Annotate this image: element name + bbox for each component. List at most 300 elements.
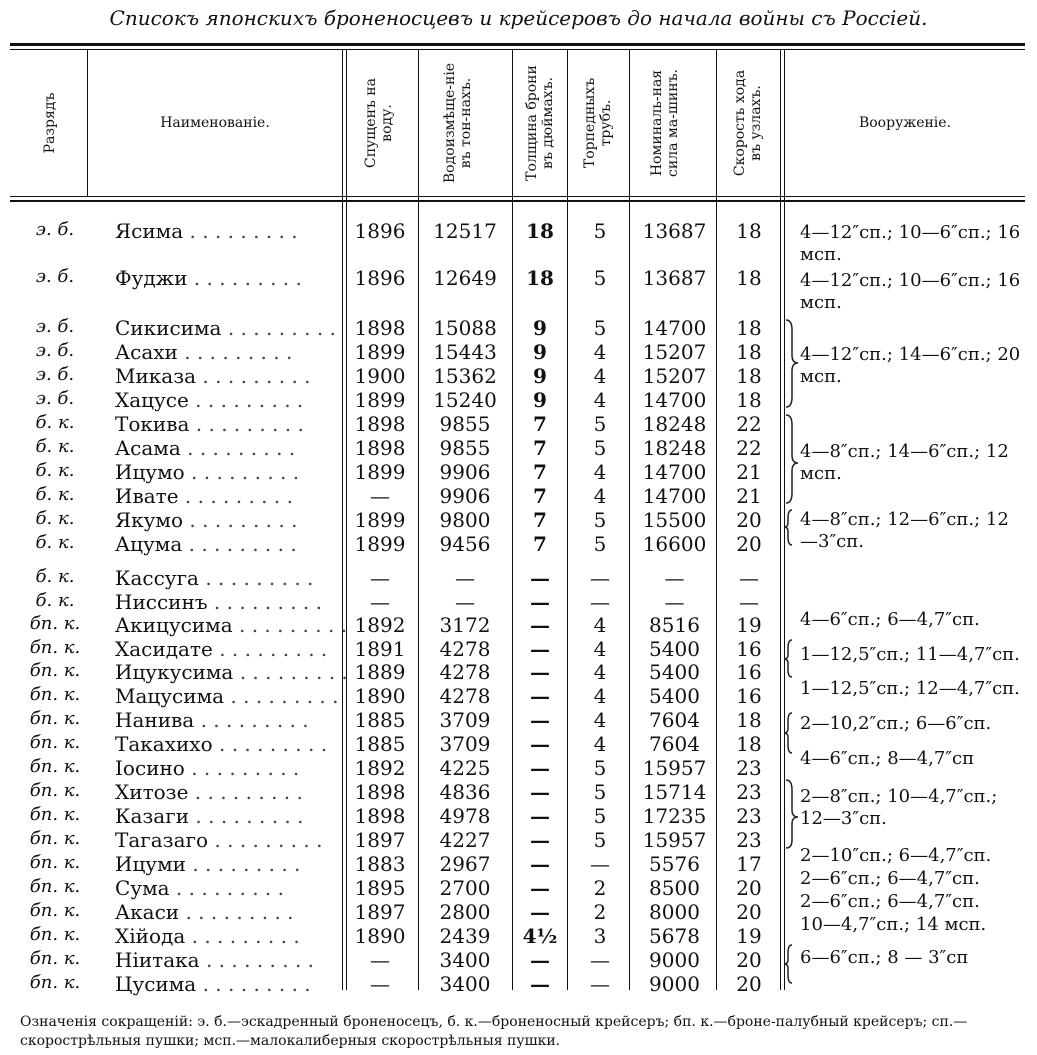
power-cell: — (664, 566, 685, 590)
power-cell: 9000 (649, 948, 700, 972)
name-cell: Хацусе . . . . . . . . . (115, 388, 304, 412)
displacement-cell: 3400 (439, 972, 491, 996)
armor-cell: — (530, 660, 550, 684)
speed-cell: 20 (736, 972, 762, 996)
displacement-cell: 4225 (439, 756, 491, 780)
armor-cell: — (530, 876, 550, 900)
armor-cell: 18 (526, 219, 554, 243)
name-cell: Токива . . . . . . . . . (115, 412, 304, 436)
class-cell: бп. к. (29, 900, 81, 921)
column-divider (418, 50, 419, 990)
leader-dots: . . . . . . . . . (185, 852, 301, 876)
power-cell: 13687 (642, 266, 707, 290)
displacement-cell: 3709 (439, 732, 491, 756)
group-braces (782, 315, 802, 995)
class-cell: бп. к. (29, 637, 81, 658)
speed-cell: 23 (736, 756, 762, 780)
tubes-cell: 4 (593, 460, 607, 484)
speed-cell: 18 (736, 732, 762, 756)
armor-cell: — (530, 732, 550, 756)
leader-dots: . . . . . . . . . (196, 972, 311, 996)
speed-cell: 21 (736, 484, 762, 508)
name-cell: Ацума . . . . . . . . . (115, 532, 297, 556)
displacement-cell: 9800 (439, 508, 491, 532)
launch-cell: 1890 (354, 924, 406, 948)
name-cell: Акаси . . . . . . . . . (115, 900, 294, 924)
armament-text: 2—8″сп.; 10—4,7″сп.; 12—3″сп. (800, 786, 998, 829)
displacement-cell: 12649 (433, 266, 497, 290)
power-cell: 14700 (642, 484, 707, 508)
tubes-cell: 4 (593, 340, 607, 364)
leader-dots: . . . . . . . . . (232, 613, 348, 637)
class-cell: бп. к. (29, 756, 81, 777)
armament-text: 4—6″сп.; 6—4,7″сп. (800, 609, 980, 630)
launch-cell: 1895 (354, 876, 406, 900)
tubes-cell: 5 (593, 804, 607, 828)
name-cell: Нанива . . . . . . . . . (115, 708, 309, 732)
launch-cell: 1896 (354, 219, 406, 243)
name-cell: Асахи . . . . . . . . . (115, 340, 293, 364)
armament-text: 4—12″сп.; 10—6″сп.; 16 мсп. (800, 222, 1021, 265)
launch-cell: — (370, 948, 390, 972)
speed-cell: — (739, 566, 759, 590)
launch-cell: 1899 (354, 340, 406, 364)
displacement-cell: 4227 (439, 828, 491, 852)
leader-dots: . . . . . . . . . (199, 948, 315, 972)
power-cell: 8516 (649, 613, 700, 637)
armor-cell: 7 (533, 436, 547, 460)
power-cell: 15207 (642, 340, 707, 364)
speed-cell: 22 (736, 436, 762, 460)
armament-text: 6—6″сп.; 8 — 3″сп (800, 947, 969, 968)
leader-dots: . . . . . . . . . (179, 900, 294, 924)
launch-cell: 1885 (354, 732, 406, 756)
speed-cell: 16 (736, 637, 762, 661)
armor-cell: — (530, 590, 550, 614)
leader-dots: . . . . . . . . . (194, 708, 309, 732)
tubes-cell: 5 (593, 219, 607, 243)
armor-cell: 7 (533, 508, 547, 532)
launch-cell: 1898 (354, 412, 406, 436)
leader-dots: . . . . . . . . . (208, 828, 323, 852)
name-cell: Миказа . . . . . . . . . (115, 364, 311, 388)
header-name: Наименованiе. (160, 115, 270, 131)
class-cell: э. б. (35, 219, 75, 240)
leader-dots: . . . . . . . . . (188, 388, 304, 412)
displacement-cell: 4278 (439, 660, 491, 684)
displacement-cell: 9855 (439, 412, 491, 436)
armor-cell: — (530, 756, 550, 780)
armor-cell: 7 (533, 532, 547, 556)
launch-cell: 1900 (354, 364, 406, 388)
displacement-cell: 15362 (433, 364, 497, 388)
class-cell: б. к. (35, 532, 75, 553)
tubes-cell: — (590, 590, 610, 614)
leader-dots: . . . . . . . . . (207, 590, 322, 614)
header-armament: Вооруженiе. (858, 115, 952, 131)
header-rule-thick (10, 200, 1025, 202)
speed-cell: 21 (736, 460, 762, 484)
tubes-cell: 5 (593, 436, 607, 460)
name-cell: Мацусима . . . . . . . . . (115, 684, 339, 708)
displacement-cell: 9855 (439, 436, 491, 460)
class-cell: бп. к. (29, 876, 81, 897)
name-cell: Нiитака . . . . . . . . . (115, 948, 315, 972)
leader-dots: . . . . . . . . . (189, 804, 304, 828)
speed-cell: 20 (736, 508, 762, 532)
launch-cell: 1892 (354, 756, 406, 780)
class-cell: бп. к. (29, 852, 81, 873)
leader-dots: . . . . . . . . . (212, 732, 328, 756)
tubes-cell: 4 (593, 637, 607, 661)
leader-dots: . . . . . . . . . (233, 660, 348, 684)
leader-dots: . . . . . . . . . (198, 566, 314, 590)
launch-cell: 1890 (354, 684, 406, 708)
header-launch: Спущенъ на воду. (363, 78, 395, 168)
speed-cell: 18 (736, 316, 762, 340)
name-cell: Ивате . . . . . . . . . (115, 484, 293, 508)
header-power: Номиналь-ная сила ма-шинъ. (649, 69, 681, 177)
displacement-cell: 15240 (433, 388, 497, 412)
leader-dots: . . . . . . . . . (178, 484, 293, 508)
header-armor: Толщина брони въ дюймахъ. (524, 65, 556, 181)
armament-text: 4—12″сп.; 10—6″сп.; 16 мсп. (800, 270, 1021, 313)
armor-cell: — (530, 804, 550, 828)
power-cell: 17235 (642, 804, 707, 828)
armor-cell: — (530, 637, 550, 661)
header-tubes: Торпедныхъ трубъ. (582, 77, 614, 169)
armor-cell: 9 (533, 364, 547, 388)
power-cell: 15957 (642, 828, 707, 852)
launch-cell: 1898 (354, 316, 406, 340)
name-cell: Акицусима . . . . . . . . . (115, 613, 348, 637)
armor-cell: — (530, 828, 550, 852)
armor-cell: 9 (533, 340, 547, 364)
displacement-cell: 3172 (439, 613, 491, 637)
displacement-cell: 2967 (439, 852, 491, 876)
power-cell: 13687 (642, 219, 707, 243)
leader-dots: . . . . . . . . . (184, 460, 300, 484)
armor-cell: 7 (533, 460, 547, 484)
brace-yakumo-azuma (784, 510, 792, 545)
class-cell: бп. к. (29, 804, 81, 825)
launch-cell: 1899 (354, 460, 406, 484)
leader-dots: . . . . . . . . . (177, 340, 293, 364)
power-cell: 14700 (642, 316, 707, 340)
leader-dots: . . . . . . . . . (189, 412, 304, 436)
armament-text: 1—12,5″сп.; 12—4,7″сп. (800, 678, 1020, 699)
power-cell: — (664, 590, 685, 614)
name-cell: Ясима . . . . . . . . . (115, 219, 298, 243)
displacement-cell: 4978 (439, 804, 491, 828)
armor-cell: 4½ (522, 924, 558, 948)
launch-cell: 1897 (354, 900, 406, 924)
power-cell: 15957 (642, 756, 707, 780)
armor-cell: — (530, 900, 550, 924)
class-cell: бп. к. (29, 948, 81, 969)
displacement-cell: 15443 (433, 340, 497, 364)
brace-battleships (786, 320, 798, 407)
table-title: Списокъ японскихъ броненосцевъ и крейсеровъ до начала войны съ Россiей. (109, 6, 928, 30)
armor-cell: 9 (533, 388, 547, 412)
name-cell: Якумо . . . . . . . . . (115, 508, 298, 532)
tubes-cell: 5 (593, 756, 607, 780)
tubes-cell: 2 (593, 876, 607, 900)
armor-cell: 18 (526, 266, 554, 290)
tubes-cell: 5 (593, 316, 607, 340)
launch-cell: 1896 (354, 266, 406, 290)
launch-cell: 1898 (354, 780, 406, 804)
launch-cell: 1899 (354, 508, 406, 532)
speed-cell: 22 (736, 412, 762, 436)
class-cell: э. б. (35, 388, 75, 409)
leader-dots: . . . . . . . . . (182, 532, 297, 556)
leader-dots: . . . . . . . . . (187, 266, 302, 290)
top-rule (10, 43, 1025, 46)
class-cell: бп. к. (29, 732, 81, 753)
speed-cell: 19 (736, 924, 762, 948)
power-cell: 15500 (642, 508, 707, 532)
name-cell: Ицумо . . . . . . . . . (115, 460, 300, 484)
name-cell: Ниссинъ . . . . . . . . . (115, 590, 322, 614)
power-cell: 5400 (649, 660, 700, 684)
armor-cell: 9 (533, 316, 547, 340)
speed-cell: 20 (736, 900, 762, 924)
header-class: Разрядъ (42, 92, 58, 154)
tubes-cell: — (590, 972, 610, 996)
tubes-cell: 4 (593, 613, 607, 637)
armor-cell: 7 (533, 484, 547, 508)
name-cell: Хiйода . . . . . . . . . (115, 924, 300, 948)
tubes-cell: 4 (593, 732, 607, 756)
displacement-cell: 3400 (439, 948, 491, 972)
speed-cell: 18 (736, 340, 762, 364)
name-cell: Фуджи . . . . . . . . . (115, 266, 302, 290)
leader-dots: . . . . . . . . . (221, 316, 336, 340)
class-cell: э. б. (35, 266, 75, 287)
power-cell: 5678 (649, 924, 700, 948)
armor-cell: — (530, 613, 550, 637)
leader-dots: . . . . . . . . . (184, 756, 300, 780)
armament-text: 4—8″сп.; 12—6″сп.; 12—3″сп. (800, 509, 1009, 552)
brace-hashidate (784, 640, 792, 677)
abbreviations-footnote: Означенiя сокращенiй: э. б.—эскадренный броненосецъ, б. к.—броненосный крейсеръ; бп. к.—броне-палубный крейсеръ; сп.—скорострѣльныя пушки; мсп.—малокалиберныя скорострѣльныя пушки. (20, 1014, 968, 1049)
speed-cell: 20 (736, 948, 762, 972)
name-cell: Сума . . . . . . . . . (115, 876, 284, 900)
displacement-cell: 2800 (439, 900, 491, 924)
launch-cell: — (370, 972, 390, 996)
displacement-cell: 9906 (439, 460, 491, 484)
leader-dots: . . . . . . . . . (180, 436, 296, 460)
column-divider (780, 50, 781, 990)
class-cell: бп. к. (29, 828, 81, 849)
name-cell: Тагазаго . . . . . . . . . (115, 828, 323, 852)
tubes-cell: 4 (593, 660, 607, 684)
power-cell: 16600 (642, 532, 707, 556)
header-displacement: Водоизмѣще-нiе въ тон-нахъ. (442, 62, 474, 184)
tubes-cell: 5 (593, 532, 607, 556)
tubes-cell: — (590, 852, 610, 876)
power-cell: 5576 (649, 852, 700, 876)
displacement-cell: 12517 (433, 219, 497, 243)
tubes-cell: 5 (593, 780, 607, 804)
armament-text: 10—4,7″сп.; 14 мсп. (800, 914, 987, 935)
launch-cell: — (370, 590, 390, 614)
armor-cell: — (530, 684, 550, 708)
speed-cell: 23 (736, 804, 762, 828)
tubes-cell: 5 (593, 508, 607, 532)
name-cell: Цусима . . . . . . . . . (115, 972, 311, 996)
armor-cell: — (530, 852, 550, 876)
power-cell: 7604 (649, 708, 700, 732)
power-cell: 14700 (642, 388, 707, 412)
armament-text: 4—8″сп.; 14—6″сп.; 12 мсп. (800, 441, 1009, 484)
name-cell: Асама . . . . . . . . . (115, 436, 296, 460)
name-cell: Iосино . . . . . . . . . (115, 756, 300, 780)
power-cell: 18248 (642, 412, 707, 436)
armament-text: 4—6″сп.; 8—4,7″сп (800, 748, 975, 769)
power-cell: 18248 (642, 436, 707, 460)
tubes-cell: 4 (593, 708, 607, 732)
launch-cell: — (370, 566, 390, 590)
class-cell: б. к. (35, 460, 75, 481)
column-divider (567, 50, 568, 990)
name-cell: Хасидате . . . . . . . . . (115, 637, 328, 661)
tubes-cell: 4 (593, 388, 607, 412)
class-cell: б. к. (35, 566, 75, 587)
tubes-cell: 5 (593, 828, 607, 852)
displacement-cell: 9906 (439, 484, 491, 508)
speed-cell: 19 (736, 613, 762, 637)
class-cell: б. к. (35, 436, 75, 457)
leader-dots: . . . . . . . . . (224, 684, 339, 708)
launch-cell: 1899 (354, 388, 406, 412)
class-cell: э. б. (35, 364, 75, 385)
class-cell: э. б. (35, 316, 75, 337)
speed-cell: 16 (736, 660, 762, 684)
header-rule (10, 196, 1025, 197)
name-cell: Хитозе . . . . . . . . . (115, 780, 303, 804)
armament-text: 2—6″сп.; 6—4,7″сп. (800, 891, 980, 912)
class-cell: бп. к. (29, 660, 81, 681)
class-cell: б. к. (35, 484, 75, 505)
power-cell: 15714 (642, 780, 707, 804)
launch-cell: 1897 (354, 828, 406, 852)
displacement-cell: 4836 (439, 780, 491, 804)
power-cell: 8500 (649, 876, 700, 900)
class-cell: э. б. (35, 340, 75, 361)
launch-cell: 1898 (354, 436, 406, 460)
speed-cell: 17 (736, 852, 762, 876)
header-speed: Скорость хода въ узлахъ. (732, 69, 764, 177)
speed-cell: 18 (736, 266, 762, 290)
class-cell: бп. к. (29, 708, 81, 729)
displacement-cell: 2700 (439, 876, 491, 900)
column-divider (342, 50, 343, 990)
armament-text: 2—10″сп.; 6—4,7″сп. (800, 845, 992, 866)
speed-cell: 23 (736, 828, 762, 852)
launch-cell: 1883 (354, 852, 406, 876)
leader-dots: . . . . . . . . . (183, 219, 298, 243)
tubes-cell: 4 (593, 684, 607, 708)
leader-dots: . . . . . . . . . (185, 924, 300, 948)
armor-cell: 7 (533, 412, 547, 436)
displacement-cell: 2439 (439, 924, 491, 948)
name-cell: Кассуга . . . . . . . . . (115, 566, 314, 590)
column-divider (512, 50, 513, 990)
launch-cell: 1889 (354, 660, 406, 684)
class-cell: бп. к. (29, 924, 81, 945)
tubes-cell: — (590, 948, 610, 972)
power-cell: 9000 (649, 972, 700, 996)
armament-text: 2—6″сп.; 6—4,7″сп. (800, 868, 980, 889)
name-cell: Сикисима . . . . . . . . . (115, 316, 336, 340)
speed-cell: 20 (736, 876, 762, 900)
class-cell: бп. к. (29, 613, 81, 634)
class-cell: б. к. (35, 590, 75, 611)
speed-cell: 18 (736, 708, 762, 732)
class-cell: бп. к. (29, 684, 81, 705)
leader-dots: . . . . . . . . . (212, 637, 328, 661)
displacement-cell: 3709 (439, 708, 491, 732)
power-cell: 5400 (649, 637, 700, 661)
name-cell: Казаги . . . . . . . . . (115, 804, 304, 828)
tubes-cell: 3 (593, 924, 607, 948)
tubes-cell: 4 (593, 364, 607, 388)
launch-cell: 1891 (354, 637, 406, 661)
name-cell: Такахихо . . . . . . . . . (115, 732, 328, 756)
tubes-cell: 5 (593, 266, 607, 290)
launch-cell: 1899 (354, 532, 406, 556)
armament-text: 2—10,2″сп.; 6—6″сп. (800, 713, 992, 734)
armament-text: 4—12″сп.; 14—6″сп.; 20 мсп. (800, 344, 1021, 387)
leader-dots: . . . . . . . . . (188, 780, 303, 804)
armor-cell: — (530, 566, 550, 590)
brace-niitaka (784, 945, 792, 983)
class-cell: бп. к. (29, 972, 81, 993)
brace-naniwa (784, 713, 792, 753)
displacement-cell: 9456 (439, 532, 491, 556)
leader-dots: . . . . . . . . . (183, 508, 298, 532)
leader-dots: . . . . . . . . . (196, 364, 311, 388)
displacement-cell: — (455, 590, 475, 614)
brace-armored-cruisers (786, 415, 798, 503)
armor-cell: — (530, 708, 550, 732)
armor-cell: — (530, 780, 550, 804)
launch-cell: 1898 (354, 804, 406, 828)
brace-chitose (786, 780, 798, 848)
leader-dots: . . . . . . . . . (169, 876, 284, 900)
tubes-cell: 5 (593, 412, 607, 436)
speed-cell: 16 (736, 684, 762, 708)
launch-cell: — (370, 484, 390, 508)
speed-cell: 18 (736, 219, 762, 243)
armament-text: 1—12,5″сп.; 11—4,7″сп. (800, 644, 1020, 665)
speed-cell: 20 (736, 532, 762, 556)
name-cell: Ицуми . . . . . . . . . (115, 852, 301, 876)
power-cell: 8000 (649, 900, 700, 924)
tubes-cell: 4 (593, 484, 607, 508)
class-cell: б. к. (35, 508, 75, 529)
power-cell: 7604 (649, 732, 700, 756)
armor-cell: — (530, 948, 550, 972)
speed-cell: 18 (736, 364, 762, 388)
launch-cell: 1885 (354, 708, 406, 732)
class-cell: б. к. (35, 412, 75, 433)
power-cell: 15207 (642, 364, 707, 388)
tubes-cell: 2 (593, 900, 607, 924)
class-cell: бп. к. (29, 780, 81, 801)
